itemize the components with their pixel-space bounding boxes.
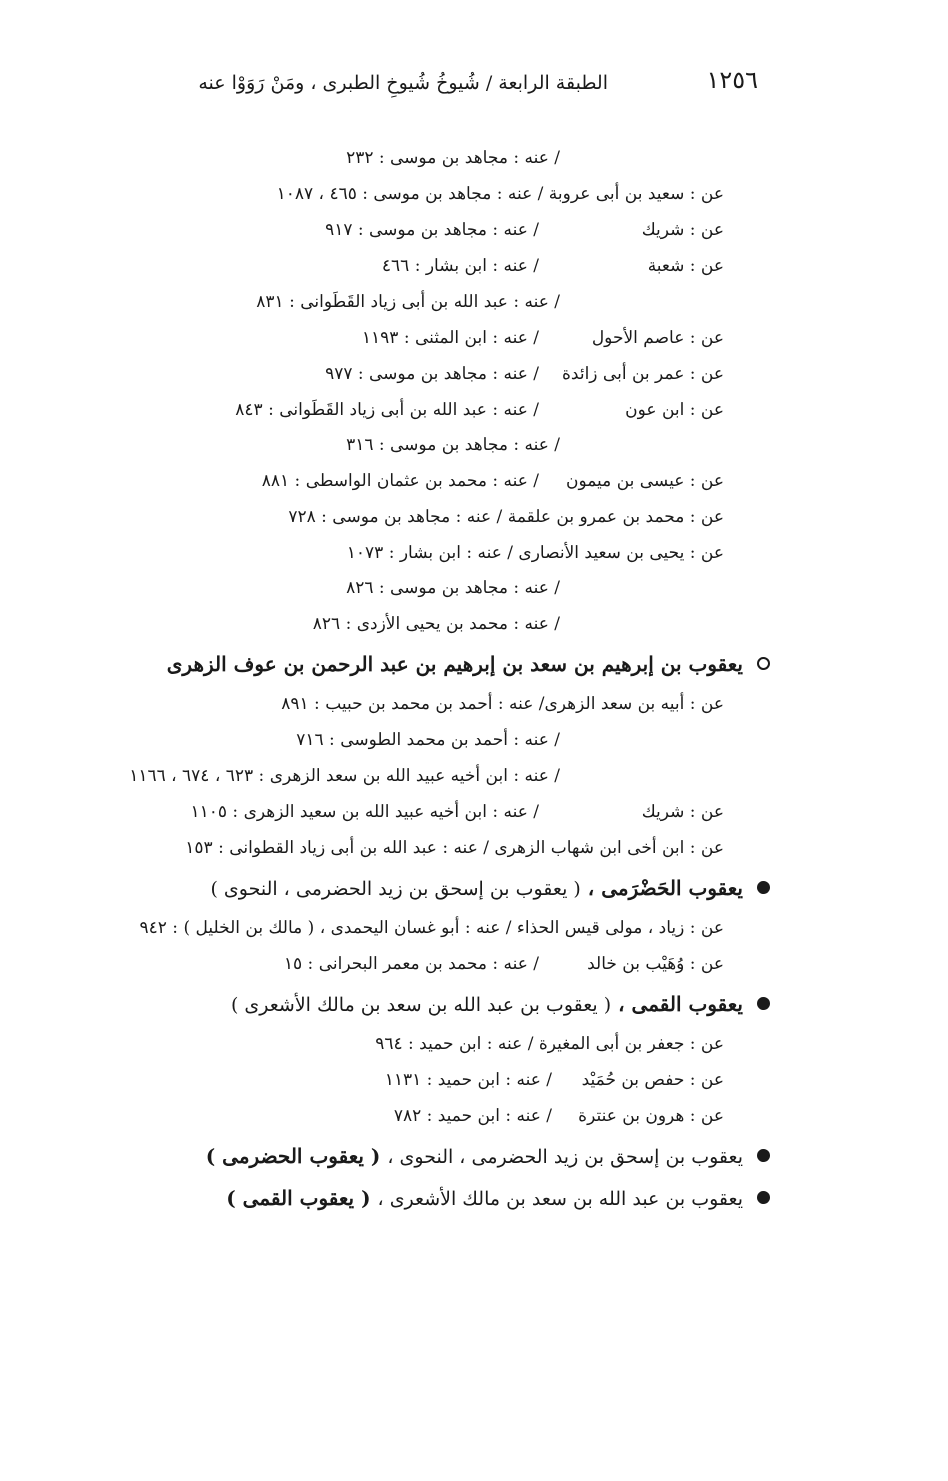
text-line: عن : شعبة/ عنه : ابن بشار : ٤٦٦ xyxy=(381,256,724,276)
text-line: عن : شريك/ عنه : مجاهد بن موسى : ٩١٧ xyxy=(325,220,724,240)
bullet-icon xyxy=(757,1191,770,1204)
text-line: عن : يحيى بن سعيد الأنصارى / عنه : ابن بشار : ١٠٧٣ xyxy=(346,543,724,563)
entry-heading: يعقوب القمى ، ( يعقوب بن عبد الله بن سعد بن مالك الأشعرى ) xyxy=(231,990,770,1019)
text-line: / عنه : ابن أخيه عبيد الله بن سعد الزهرى : ٦٢٣ ، ٦٧٤ ، ١١٦٦ xyxy=(129,766,560,786)
text-line: / عنه : محمد بن يحيى الأزدى : ٨٢٦ xyxy=(312,614,560,634)
text-line: عن : عاصم الأحول/ عنه : ابن المثنى : ١١٩٣ xyxy=(361,328,724,348)
entry-heading: يعقوب بن إسحق بن زيد الحضرمى ، النحوى ، ( يعقوب الحضرمى ) xyxy=(206,1142,770,1171)
text-line: عن : محمد بن عمرو بن علقمة / عنه : مجاهد بن موسى : ٧٢٨ xyxy=(288,507,724,527)
text-line: عن : زياد ، مولى قيس الحذاء / عنه : أبو غسان اليحمدى ، ( مالك بن الخليل ) : ٩٤٢ xyxy=(139,918,724,938)
text-line: / عنه : أحمد بن محمد الطوسى : ٧١٦ xyxy=(296,730,560,750)
entry-heading: يعقوب الحَضْرَمى ، ( يعقوب بن إسحق بن زيد الحضرمى ، النحوى ) xyxy=(210,874,770,903)
bullet-icon xyxy=(757,997,770,1010)
text-line: / عنه : مجاهد بن موسى : ٨٢٦ xyxy=(346,578,560,598)
text-line: عن : ابن عون/ عنه : عبد الله بن أبى زياد القَطَوانى : ٨٤٣ xyxy=(235,400,724,420)
page-number: ١٢٥٦ xyxy=(706,66,758,94)
text-line: عن : أبيه بن سعد الزهرى/ عنه : أحمد بن محمد بن حبيب : ٨٩١ xyxy=(281,694,724,714)
text-line: عن : سعيد بن أبى عروبة / عنه : مجاهد بن موسى : ٤٦٥ ، ١٠٨٧ xyxy=(276,184,724,204)
text-line: عن : عيسى بن ميمون/ عنه : محمد بن عثمان الواسطى : ٨٨١ xyxy=(261,471,724,491)
text-line: عن : عمر بن أبى زائدة/ عنه : مجاهد بن موسى : ٩٧٧ xyxy=(325,364,724,384)
entry-heading: يعقوب بن إبرهيم بن سعد بن إبرهيم بن عبد الرحمن بن عوف الزهرى xyxy=(167,650,770,678)
bullet-icon xyxy=(757,657,770,670)
bullet-icon xyxy=(757,881,770,894)
text-line: / عنه : مجاهد بن موسى : ٣١٦ xyxy=(346,435,560,455)
text-line: عن : هرون بن عنترة/ عنه : ابن حميد : ٧٨٢ xyxy=(393,1106,724,1126)
text-line: / عنه : مجاهد بن موسى : ٢٣٢ xyxy=(346,148,560,168)
text-line: عن : جعفر بن أبى المغيرة / عنه : ابن حميد : ٩٦٤ xyxy=(375,1034,724,1054)
text-line: عن : شريك/ عنه : ابن أخيه عبيد الله بن سعيد الزهرى : ١١٠٥ xyxy=(190,802,724,822)
text-line: / عنه : عبد الله بن أبى زياد القَطَوانى : ٨٣١ xyxy=(256,292,560,312)
text-line: عن : وُهَيْب بن خالد/ عنه : محمد بن معمر البحرانى : ١٥ xyxy=(283,954,724,974)
text-line: عن : ابن أخى ابن شهاب الزهرى / عنه : عبد الله بن أبى زياد القطوانى : ١٥٣ xyxy=(185,838,724,858)
running-header: الطبقة الرابعة / شُيوخُ شُيوخِ الطبرى ، ومَنْ رَوَوْا عنه xyxy=(198,72,608,94)
text-line: عن : حفص بن حُمَيْد/ عنه : ابن حميد : ١١٣١ xyxy=(384,1070,724,1090)
bullet-icon xyxy=(757,1149,770,1162)
entry-heading: يعقوب بن عبد الله بن سعد بن مالك الأشعرى ، ( يعقوب القمى ) xyxy=(226,1184,770,1213)
